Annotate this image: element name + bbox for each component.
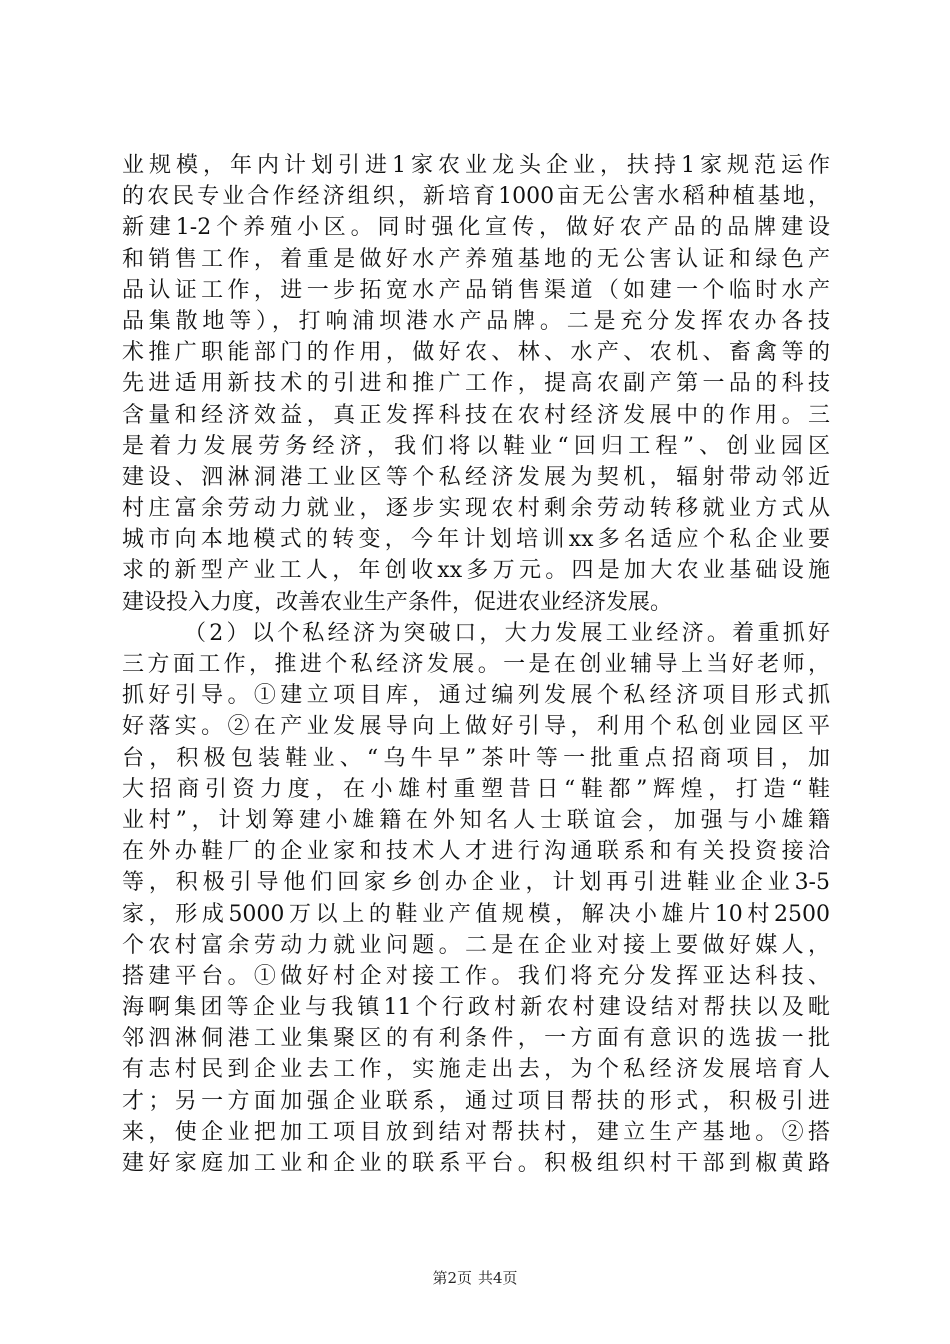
text-line: 大招商引资力度，在小雄村重塑昔日“鞋都”辉煌，打造“鞋 <box>122 776 830 802</box>
text-line: 搭建平台。①做好村企对接工作。我们将充分发挥亚达科技、 <box>122 963 830 989</box>
text-line: 品集散地等），打响浦坝港水产品牌。二是充分发挥农办各技 <box>122 308 830 334</box>
text-line: 家，形成5000万以上的鞋业产值规模，解决小雄片10村2500 <box>122 901 830 927</box>
text-line: 新建1-2个养殖小区。同时强化宣传，做好农产品的品牌建设 <box>122 215 830 241</box>
text-line: 海啊集团等企业与我镇11个行政村新农村建设结对帮扶以及毗 <box>122 995 830 1021</box>
text-line: 来，使企业把加工项目放到结对帮扶村，建立生产基地。②搭 <box>122 1119 830 1145</box>
document-body <box>122 150 830 1179</box>
text-line: 先进适用新技术的引进和推广工作，提高农副产第一品的科技 <box>122 371 830 397</box>
text-line: 台，积极包装鞋业、“乌牛早”茶叶等一批重点招商项目，加 <box>122 745 830 771</box>
text-line: 村庄富余劳动力就业，逐步实现农村剩余劳动转移就业方式从 <box>122 496 830 522</box>
text-line: 含量和经济效益，真正发挥科技在农村经济发展中的作用。三 <box>122 402 830 428</box>
text-line: 在外办鞋厂的企业家和技术人才进行沟通联系和有关投资接洽 <box>122 839 830 865</box>
text-line: 是着力发展劳务经济，我们将以鞋业“回归工程”、创业园区 <box>122 433 830 459</box>
text-line: 才；另一方面加强企业联系，通过项目帮扶的形式，积极引进 <box>122 1088 830 1114</box>
text-line: 好落实。②在产业发展导向上做好引导，利用个私创业园区平 <box>122 714 830 740</box>
page-number: 第2页 <box>432 1269 472 1287</box>
text-line: 业村”，计划筹建小雄籍在外知名人士联谊会，加强与小雄籍 <box>122 807 830 833</box>
text-line: 和销售工作，着重是做好水产养殖基地的无公害认证和绿色产 <box>122 246 830 272</box>
text-line: 有志村民到企业去工作，实施走出去，为个私经济发展培育人 <box>122 1057 830 1083</box>
text-line: 品认证工作，进一步拓宽水产品销售渠道（如建一个临时水产 <box>122 277 830 303</box>
page-total: 共4页 <box>478 1269 518 1287</box>
paragraph-start-line: （2）以个私经济为突破口，大力发展工业经济。着重抓好 <box>184 620 830 646</box>
text-line: 的农民专业合作经济组织，新培育1000亩无公害水稻种植基地， <box>122 184 830 210</box>
text-line: 建设、泗淋洞港工业区等个私经济发展为契机，辐射带动邻近 <box>122 464 830 490</box>
text-line: 个农村富余劳动力就业问题。二是在企业对接上要做好媒人， <box>122 932 830 958</box>
text-line: 术推广职能部门的作用，做好农、林、水产、农机、畜禽等的 <box>122 340 830 366</box>
text-line: 城市向本地模式的转变，今年计划培训xx多名适应个私企业要 <box>122 527 830 553</box>
text-line: 三方面工作，推进个私经济发展。一是在创业辅导上当好老师， <box>122 652 830 677</box>
text-line: 邻泗淋侗港工业集聚区的有利条件，一方面有意识的选拔一批 <box>122 1026 830 1052</box>
text-line: 抓好引导。①建立项目库，通过编列发展个私经济项目形式抓 <box>122 683 830 709</box>
text-line: 建好家庭加工业和企业的联系平台。积极组织村干部到椒黄路 <box>122 1151 830 1176</box>
text-line: 等，积极引导他们回家乡创办企业，计划再引进鞋业企业3-5 <box>122 870 830 896</box>
page-footer <box>0 1268 950 1288</box>
text-line: 求的新型产业工人，年创收xx多万元。四是加大农业基础设施 <box>122 558 830 584</box>
paragraph-end-line: 建设投入力度，改善农业生产条件，促进农业经济发展。 <box>122 589 673 615</box>
text-line: 业规模，年内计划引进1家农业龙头企业，扶持1家规范运作 <box>122 153 830 178</box>
